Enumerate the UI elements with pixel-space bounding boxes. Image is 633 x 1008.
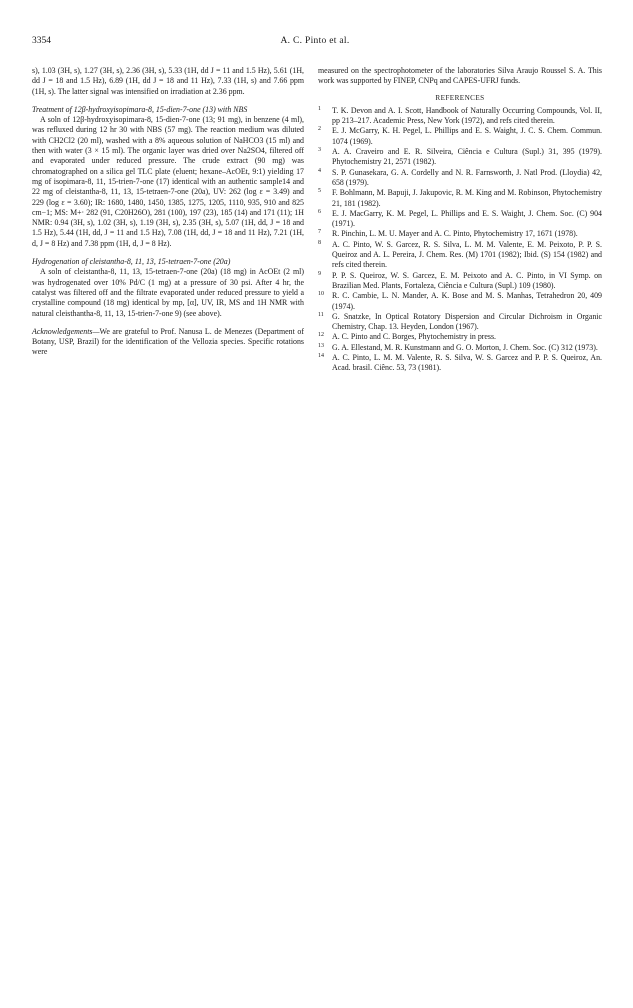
acknowledgements-lead: Acknowledgements— (32, 326, 100, 336)
reference-text: F. Bohlmann, M. Bapuji, J. Jakupovic, R. M. King and M. Robinson, Phytochemistry 21, 181 (1982). (332, 188, 602, 208)
reference-text: R. Pinchin, L. M. U. Mayer and A. C. Pinto, Phytochemistry 17, 1671 (1978). (332, 229, 578, 239)
reference-text: A. C. Pinto, W. S. Garcez, R. S. Silva, L. M. M. Valente, E. M. Peixoto, P. P. S. Queiroz and A. L. Pereira, J. Chem. Res. (M) 1701 (1982); Ibid. (S) 154 (1982) and refs cited therein. (332, 239, 602, 270)
reference-number: 4 (318, 167, 321, 174)
reference-item (318, 126, 602, 147)
reference-text: G. A. Ellestand, M. R. Kunstmann and G. O. Morton, J. Chem. Soc. (C) 312 (1973). (332, 342, 598, 352)
reference-number: 13 (318, 342, 324, 349)
reference-text: T. K. Devon and A. I. Scott, Handbook of Naturally Occurring Compounds, Vol. II, pp 213–217. Academic Press, New York (1972), and refs cited therein. (332, 105, 602, 126)
reference-text: R. C. Cambie, L. N. Mander, A. K. Bose and M. S. Manhas, Tetrahedron 20, 409 (1974). (332, 291, 602, 311)
reference-text: A. A. Craveiro and E. R. Silveira, Ciência e Cultura (Supl.) 31, 395 (1979). Phytochemistry 21, 2571 (1982). (332, 147, 602, 167)
reference-item (318, 209, 602, 230)
page-header (32, 36, 598, 50)
reference-number: 11 (318, 311, 324, 318)
section-body-hydrogenation: A soln of cleistantha-8, 11, 13, 15-tetraen-7-one (20a) (18 mg) in AcOEt (2 ml) was hydrogenated over 10% Pd/C (1 mg) at a pressure of 30 psi. After 4 hr, the catalyst was filtered off and the filtrate evaporated under reduced pressure to yield a crystalline compound (18 mg) identical by mp, [α], UV, IR, MS and 1H NMR with natural cleisthantha-8, 11, 13, 15-trien-7-one 9) (see above). (32, 267, 304, 318)
reference-item (318, 106, 602, 127)
reference-item (318, 312, 602, 333)
reference-item (318, 188, 602, 209)
reference-item (318, 147, 602, 168)
reference-number: 2 (318, 126, 321, 133)
reference-item (318, 332, 602, 342)
section-title-hydrogenation: Hydrogenation of cleistantha-8, 11, 13, 15-tetraen-7-one (20a) (32, 257, 231, 267)
reference-number: 1 (318, 105, 321, 112)
reference-item (318, 271, 602, 292)
reference-number: 6 (318, 208, 321, 215)
reference-item (318, 353, 602, 374)
reference-text: G. Snatzke, In Optical Rotatory Dispersion and Circular Dichroism in Organic Chemistry, Chap. 13. Heyden, London (1967). (332, 311, 602, 332)
reference-number: 14 (318, 353, 324, 360)
reference-number: 5 (318, 188, 321, 195)
reference-number: 9 (318, 270, 321, 277)
reference-item (318, 240, 602, 271)
reference-text: P. P. S. Queiroz, W. S. Garcez, E. M. Peixoto and A. C. Pinto, in VI Symp. on Brazilian Med. Plants, Fortaleza, Ciência e Cultura (Supl.) 109 (1980). (332, 270, 602, 290)
reference-item (318, 229, 602, 239)
right-column (318, 66, 602, 374)
reference-item (318, 343, 602, 353)
left-column (32, 66, 304, 358)
reference-item (318, 291, 602, 312)
references-heading: REFERENCES (435, 93, 485, 102)
acknowledgements-body: We are grateful to Prof. Nanusa L. de Menezes (Department of Botany, USP, Brazil) for the identification of the Vellozia species. Specific rotations were (32, 326, 304, 357)
reference-text: A. C. Pinto, L. M. M. Valente, R. S. Silva, W. S. Garcez and P. P. S. Queiroz, An. Acad. brasil. Ciênc. 53, 73 (1981). (332, 353, 602, 373)
reference-text: E. J. McGarry, K. H. Pegel, L. Phillips and E. S. Waight, J. C. S. Chem. Commun. 1074 (1969). (332, 126, 602, 146)
reference-number: 3 (318, 147, 321, 154)
reference-text: A. C. Pinto and C. Borges, Phytochemistry in press. (332, 332, 497, 342)
reference-list (318, 106, 602, 374)
running-title: A. C. Pinto et al. (280, 36, 350, 46)
reference-number: 12 (318, 332, 324, 339)
reference-number: 10 (318, 291, 324, 298)
acknowledgements (32, 327, 304, 358)
page-number: 3354 (32, 36, 51, 46)
reference-text: E. J. MacGarry, K. M. Pegel, L. Phillips and E. S. Waight, J. Chem. Soc. (C) 904 (1971). (332, 208, 602, 229)
section-body-nbs-treatment: A soln of 12β-hydroxyisopimara-8, 15-dien-7-one (13; 91 mg), in benzene (4 ml), was refluxed during 12 hr 30 with NBS (57 mg). The reaction medium was diluted with CH2Cl2 (20 ml), washed with a 8% aqueous solution of NaHCO3 (15 ml) and then with water (3 × 15 ml). The organic layer was dried over Na2SO4, filtered off and evaporated under reduced pressure. The crude extract (90 mg) was chromatographed on a silica gel TLC plate (eluent; hexane–AcOEt, 9:1) yielding 17 mg of isopimara-8, 11, 15-trien-7-one (17) identical with an authentic sample14 and 22 mg of cleistantha-8, 11, 13, 15-tetraen-7-one (20a), UV: 262 (log ε = 3.49) and 229 (log ε = 3.60); IR: 1680, 1480, 1450, 1385, 1275, 1205, 1110, 935, 910 and 825 cm−1; MS: M+· 282 (91, C20H26O), 281 (100), 197 (23), 185 (14) and 171 (11); 1H NMR: 0.94 (3H, s), 1.02 (3H, s), 1.19 (3H, s), 2.35 (3H, s), 5.07 (1H, dd, J = 18 and 1.5 Hz), 5.44 (1H, dd, J = 11 and 1.5 Hz), 7.08 (1H, dd, J = 18 and 11 Hz), 7.21 (1H, d, J = 8 Hz) and 7.38 ppm (1H, d, J = 8 Hz). (32, 115, 304, 248)
reference-text: S. P. Gunasekara, G. A. Cordelly and N. R. Farnsworth, J. Natl Prod. (Lloydia) 42, 658 (1979). (332, 167, 602, 187)
nmr-continuation: s), 1.03 (3H, s), 1.27 (3H, s), 2.36 (3H, s), 5.33 (1H, dd J = 11 and 1.5 Hz), 5.61 (1H, dd J = 18 and 1.5 Hz), 6.89 (1H, dd J = 18 and 11 Hz), 7.33 (1H, s) and 7.66 ppm (1H, s). The latter signal was intensified on irradiation at 2.36 ppm. (32, 66, 304, 96)
reference-item (318, 168, 602, 189)
reference-number: 8 (318, 239, 321, 246)
section-title-nbs-treatment: Treatment of 12β-hydroxyisopimara-8, 15-dien-7-one (13) with NBS (32, 104, 248, 114)
acknowledgements-continuation: measured on the spectrophotometer of the laboratories Silva Araujo Roussel S. A. This work was supported by FINEP, CNPq and CAPES-UFRJ funds. (318, 66, 602, 86)
reference-number: 7 (318, 229, 321, 236)
